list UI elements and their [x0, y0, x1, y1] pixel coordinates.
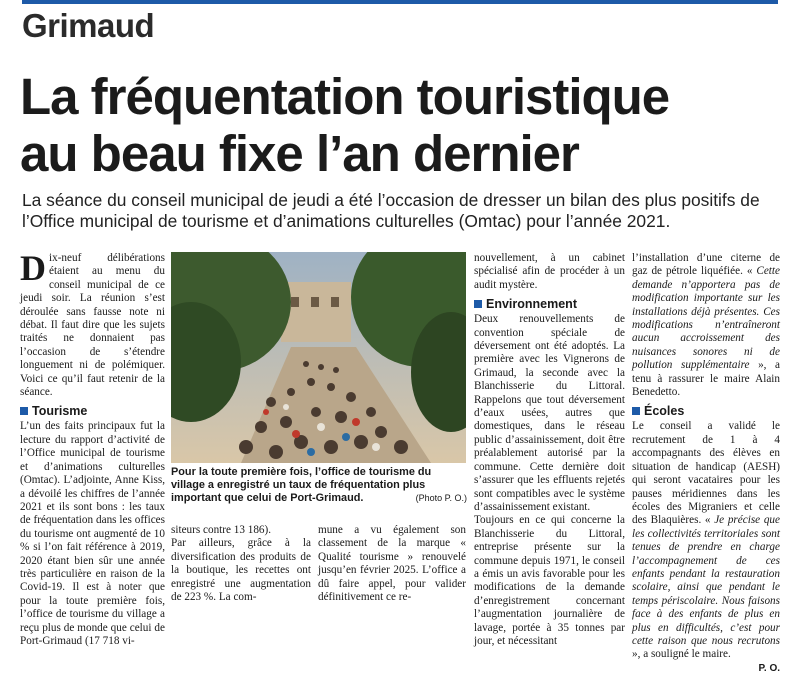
intro-text: ix-neuf délibérations étaient au menu du conseil municipal de ce jeudi soir. La réunion s’est déroulée sans fausse note ni débat. Il faut dire que les sujets traités ne donnaient pas l’occasion de s’étendre longuement ni de polémiquer. Voici ce qu’il faut retenir de la séance.: [20, 252, 165, 399]
standfirst: La séance du conseil municipal de jeudi a été l’occasion de dresser un bilan des plus positifs de l’Office municipal de tourisme et d’animations culturelles (Omtac) pour l’année 2021.: [22, 190, 760, 231]
article-photo: [171, 252, 466, 463]
subheading-environnement: Environnement: [474, 297, 625, 312]
photo-caption: [171, 466, 467, 505]
environnement-paragraph-2: Toujours en ce qui concerne la Blanchisserie du Littoral, entreprise présente sur la commune depuis 1971, le conseil a émis un avis favorable pour les modifications de la demande d’enregistrement concernant l’augmentation journalière de lavage, portée à 35 tonnes par jour, et nécessitant: [474, 514, 625, 647]
square-bullet-icon: [20, 407, 28, 415]
article-column-1: [20, 248, 165, 648]
column-5-paragraph-1: l’installation d’une citerne de gaz de pétrole liquéfiée. « Cette demande n’apportera pas de modification importante sur les installations déjà présentes. Ces modifications n’entraîneront aucun accroissement des nuisances sonores ni de pollution supplémentaire », a tenu à rassurer le maire Alain Benedetto.: [632, 252, 781, 399]
author-signature: P. O.: [758, 662, 780, 674]
square-bullet-icon: [474, 300, 482, 308]
mayor-quote-1: Cette demande n’apportera pas de modification importante sur les installations déjà présentes. Ces modifications n’entraîneront aucun accroissement des nuisances sonores ni de pollution supplémentaire: [632, 265, 780, 372]
section-label: Grimaud: [22, 7, 155, 44]
headline-line-2: au beau fixe l’an dernier: [20, 125, 579, 182]
tourisme-paragraph: L’un des faits principaux fut la lecture du rapport d’activité de l’Office municipal de tourisme et d’animations culturelles (Omtac). L’adjointe, Anne Kiss, a dévoilé les chiffres de l’année 2021 et ils sont bons : les taux de fréquentation dans les offices du tourisme ont augmenté de 10 % si l’on fait référence à 2019, 2020 étant bien sûr une année très particulière en raison de la Covid-19. Il est à noter que pour la toute première fois, l’office de tourisme du village a reçu plus de monde que celui de Port-Grimaud (17 718 vi-: [20, 420, 165, 647]
headline-line-1: La fréquentation touristique: [20, 68, 670, 125]
photo-credit: (Photo P. O.): [415, 493, 467, 503]
crowd-photo-illustration: [171, 252, 466, 463]
article-column-4: [474, 252, 625, 648]
intro-paragraph: [20, 248, 165, 399]
ecoles-paragraph: Le conseil a validé le recrutement de 1 à 4 accompagnants des élèves en situation de handicap (AESH) qui seront vacataires pour les pauses méridiennes dans les écoles des Migraniers et celle des Blaquières. « Je précise que les collectivités territoriales sont tenues de prendre en charge l’accompagnement de ces enfants pendant la restauration scolaire, ainsi que pendant le temps périscolaire. Nous faisons face à des enfants de plus en plus en difficultés, c’est pour cette raison que nous recrutons », a souligné le maire.: [632, 420, 780, 661]
article-column-2-bottom: siteurs contre 13 186). Par ailleurs, grâce à la diversification des produits de la boutique, les recettes ont enregistré une augmentation de 223 %. La com-: [171, 524, 311, 604]
subheading-tourisme: Tourisme: [20, 404, 165, 419]
caption-text: Pour la toute première fois, l’office de tourisme du village a enregistré un taux de fréquentation plus important que celui de Port-Grimaud.: [171, 466, 432, 504]
headline: [20, 68, 780, 182]
square-bullet-icon: [632, 407, 640, 415]
subheading-ecoles: Écoles: [632, 404, 780, 419]
article-column-3-bottom: mune a vu également son classement de la marque « Qualité tourisme » renouvelé jusqu’en février 2025. L’office a dû faire appel, pour valider définitivement ce re-: [318, 524, 466, 604]
column-4-continuation: nouvellement, à un cabinet spécialisé afin de procéder à un audit mystère.: [474, 252, 625, 291]
environnement-paragraph-1: Deux renouvellements de convention spéciale de déversement ont été adoptés. La première avec les Vignerons de Grimaud, la seconde avec la Blanchisserie du Littoral. Rappelons que tout déversement d’eaux usées, autres que domestiques, dans le réseau public d’assainissement, doit être préalablement autorisé par la commune. Cette dernière doit s’assurer que les effluents rejetés sont compatibles avec le système d’assainissement existant.: [474, 313, 625, 513]
mayor-quote-2: Je précise que les collectivités territoriales sont tenues de prendre en charge l’accompagnement de ces enfants pendant la restauration scolaire, ainsi que pendant le temps périscolaire. Nous faisons face à des enfants de plus en plus en difficultés, c’est pour cette raison que nous recrutons: [632, 514, 780, 647]
drop-cap: D: [20, 248, 46, 288]
top-rule: [22, 0, 778, 4]
article-column-5: [632, 252, 780, 675]
